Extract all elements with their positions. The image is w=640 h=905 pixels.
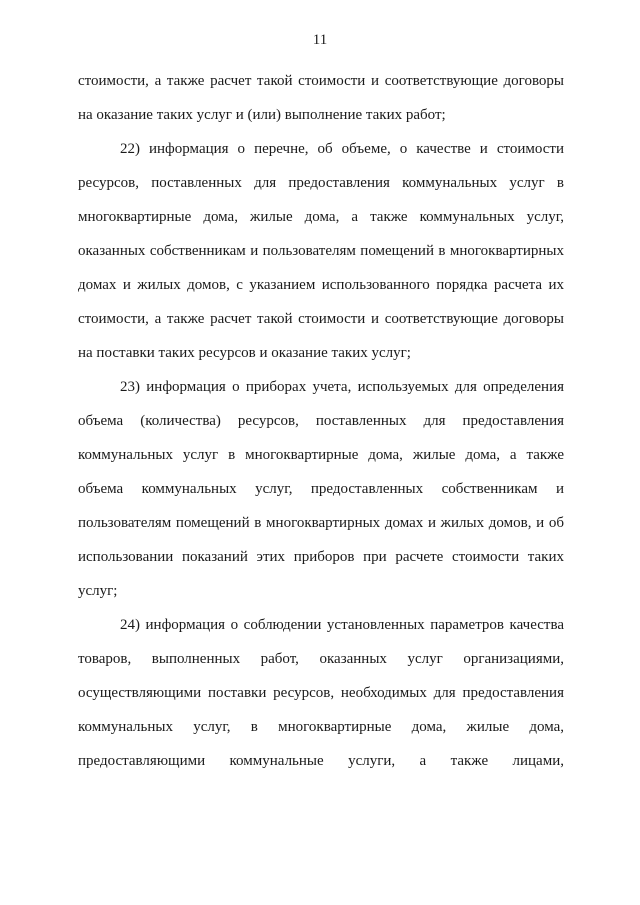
- text-line: на оказание таких услуг и (или) выполнение таких работ;: [78, 107, 446, 123]
- text-line: 22) информация о перечне, об объеме, о качестве и стоимости: [120, 141, 564, 157]
- document-body: [78, 64, 564, 778]
- text-line: оказанных собственникам и пользователям помещений в многоквартирных: [78, 243, 564, 259]
- text-line: стоимости, а также расчет такой стоимости и соответствующие договоры: [78, 73, 564, 89]
- text-line: объема (количества) ресурсов, поставленных для предоставления: [78, 413, 564, 429]
- text-line: услуг;: [78, 583, 118, 599]
- text-line: товаров, выполненных работ, оказанных услуг организациями,: [78, 651, 564, 667]
- text-line: многоквартирные дома, жилые дома, а также коммунальных услуг,: [78, 209, 564, 225]
- text-line: объема коммунальных услуг, предоставленных собственникам и: [78, 481, 564, 497]
- text-line: на поставки таких ресурсов и оказание таких услуг;: [78, 345, 411, 361]
- text-line: коммунальных услуг в многоквартирные дома, жилые дома, а также: [78, 447, 564, 463]
- text-line: использовании показаний этих приборов при расчете стоимости таких: [78, 549, 564, 565]
- text-line: 24) информация о соблюдении установленных параметров качества: [120, 617, 564, 633]
- text-line: стоимости, а также расчет такой стоимости и соответствующие договоры: [78, 311, 564, 327]
- text-line: коммунальных услуг, в многоквартирные дома, жилые дома,: [78, 719, 564, 735]
- text-line: пользователям помещений в многоквартирных домах и жилых домов, и об: [78, 515, 564, 531]
- text-line: осуществляющими поставки ресурсов, необходимых для предоставления: [78, 685, 564, 701]
- page-number: 11: [312, 32, 328, 48]
- paragraph-item-23: [78, 370, 564, 608]
- paragraph-continuation: [78, 64, 564, 132]
- paragraph-item-24: [78, 608, 564, 778]
- paragraph-item-22: [78, 132, 564, 370]
- text-line: домах и жилых домов, с указанием использованного порядка расчета их: [78, 277, 564, 293]
- text-line: предоставляющими коммунальные услуги, а также лицами,: [78, 753, 564, 769]
- text-line: ресурсов, поставленных для предоставления коммунальных услуг в: [78, 175, 564, 191]
- text-line: 23) информация о приборах учета, используемых для определения: [120, 379, 564, 395]
